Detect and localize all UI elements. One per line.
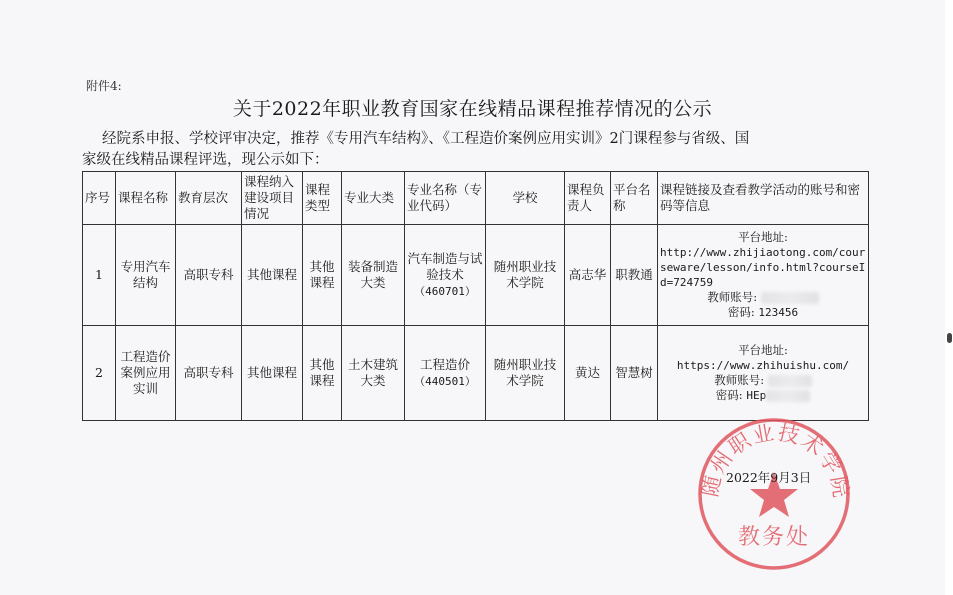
row-lead: 黄达 — [565, 326, 611, 421]
row-platform: 智慧树 — [611, 326, 658, 421]
major-name: 汽车制造与试验技术 — [407, 250, 483, 282]
page-margin — [945, 0, 953, 595]
password-label: 密码: — [715, 388, 743, 402]
redacted-account — [761, 292, 819, 304]
course-link[interactable]: http://www.zhijiaotong.com/courseware/lesson/info.html?courseId=724759 — [660, 246, 866, 289]
table-row — [83, 326, 869, 421]
account-label: 教师账号: — [707, 290, 758, 304]
account-line — [660, 373, 866, 388]
document-title: 关于2022年职业教育国家在线精品课程推荐情况的公示 — [232, 98, 713, 120]
header-type: 课程类型 — [303, 172, 342, 225]
table-row — [83, 225, 869, 326]
row-category: 装备制造大类 — [342, 225, 405, 326]
course-table — [82, 171, 869, 421]
row-course: 工程造价案例应用实训 — [116, 326, 176, 421]
header-school: 学校 — [486, 172, 565, 225]
row-info — [658, 326, 869, 421]
row-school: 随州职业技术学院 — [486, 326, 565, 421]
header-course: 课程名称 — [116, 172, 176, 225]
document-date: 2022年9月3日 — [726, 470, 812, 485]
row-type: 其他课程 — [303, 326, 342, 421]
row-category: 土木建筑大类 — [342, 326, 405, 421]
row-no: 2 — [83, 326, 116, 421]
edge-mark — [947, 333, 952, 343]
course-link[interactable]: https://www.zhihuishu.com/ — [676, 359, 850, 372]
row-platform: 职教通 — [611, 225, 658, 326]
major-code: （460701） — [414, 284, 476, 298]
row-school: 随州职业技术学院 — [486, 225, 565, 326]
header-info: 课程链接及查看教学活动的账号和密码等信息 — [658, 172, 869, 225]
row-project: 其他课程 — [242, 326, 303, 421]
password-line — [660, 388, 866, 403]
header-no: 序号 — [83, 172, 116, 225]
redacted-account — [768, 375, 812, 387]
svg-text:教务处: 教务处 — [737, 525, 811, 550]
redacted-password — [766, 390, 810, 402]
row-no: 1 — [83, 225, 116, 326]
row-project: 其他课程 — [242, 225, 303, 326]
header-category: 专业大类 — [342, 172, 405, 225]
row-info — [658, 225, 869, 326]
header-major: 专业名称（专业代码） — [405, 172, 486, 225]
password-value: HEp — [746, 389, 767, 402]
row-level: 高职专科 — [176, 326, 242, 421]
header-level: 教育层次 — [176, 172, 242, 225]
header-project: 课程纳入建设项目情况 — [242, 172, 303, 225]
major-code: （440501） — [414, 374, 476, 388]
password-label: 密码: — [727, 305, 755, 319]
row-type: 其他课程 — [303, 225, 342, 326]
row-lead: 高志华 — [565, 225, 611, 326]
info-label: 平台地址: — [738, 230, 788, 244]
row-major — [405, 225, 486, 326]
password-line — [660, 305, 866, 320]
row-level: 高职专科 — [176, 225, 242, 326]
header-lead: 课程负责人 — [565, 172, 611, 225]
table-header-row — [83, 172, 869, 225]
intro-line-1: 经院系申报、学校评审决定，推荐《专用汽车结构》、《工程造价案例应用实训》2门课程参与省级、国 — [102, 131, 750, 147]
account-line — [660, 290, 866, 305]
official-stamp — [692, 412, 856, 576]
intro-line-2: 家级在线精品课程评选，现公示如下： — [82, 152, 329, 168]
attachment-label: 附件4: — [86, 79, 122, 93]
row-course: 专用汽车结构 — [116, 225, 176, 326]
header-platform: 平台名称 — [611, 172, 658, 225]
account-label: 教师账号: — [714, 373, 765, 387]
svg-text:随州职业技术学院: 随州职业技术学院 — [697, 420, 854, 502]
password-value: 123456 — [758, 306, 799, 319]
major-name: 工程造价 — [419, 356, 470, 372]
row-major — [405, 326, 486, 421]
info-label: 平台地址: — [738, 343, 788, 357]
